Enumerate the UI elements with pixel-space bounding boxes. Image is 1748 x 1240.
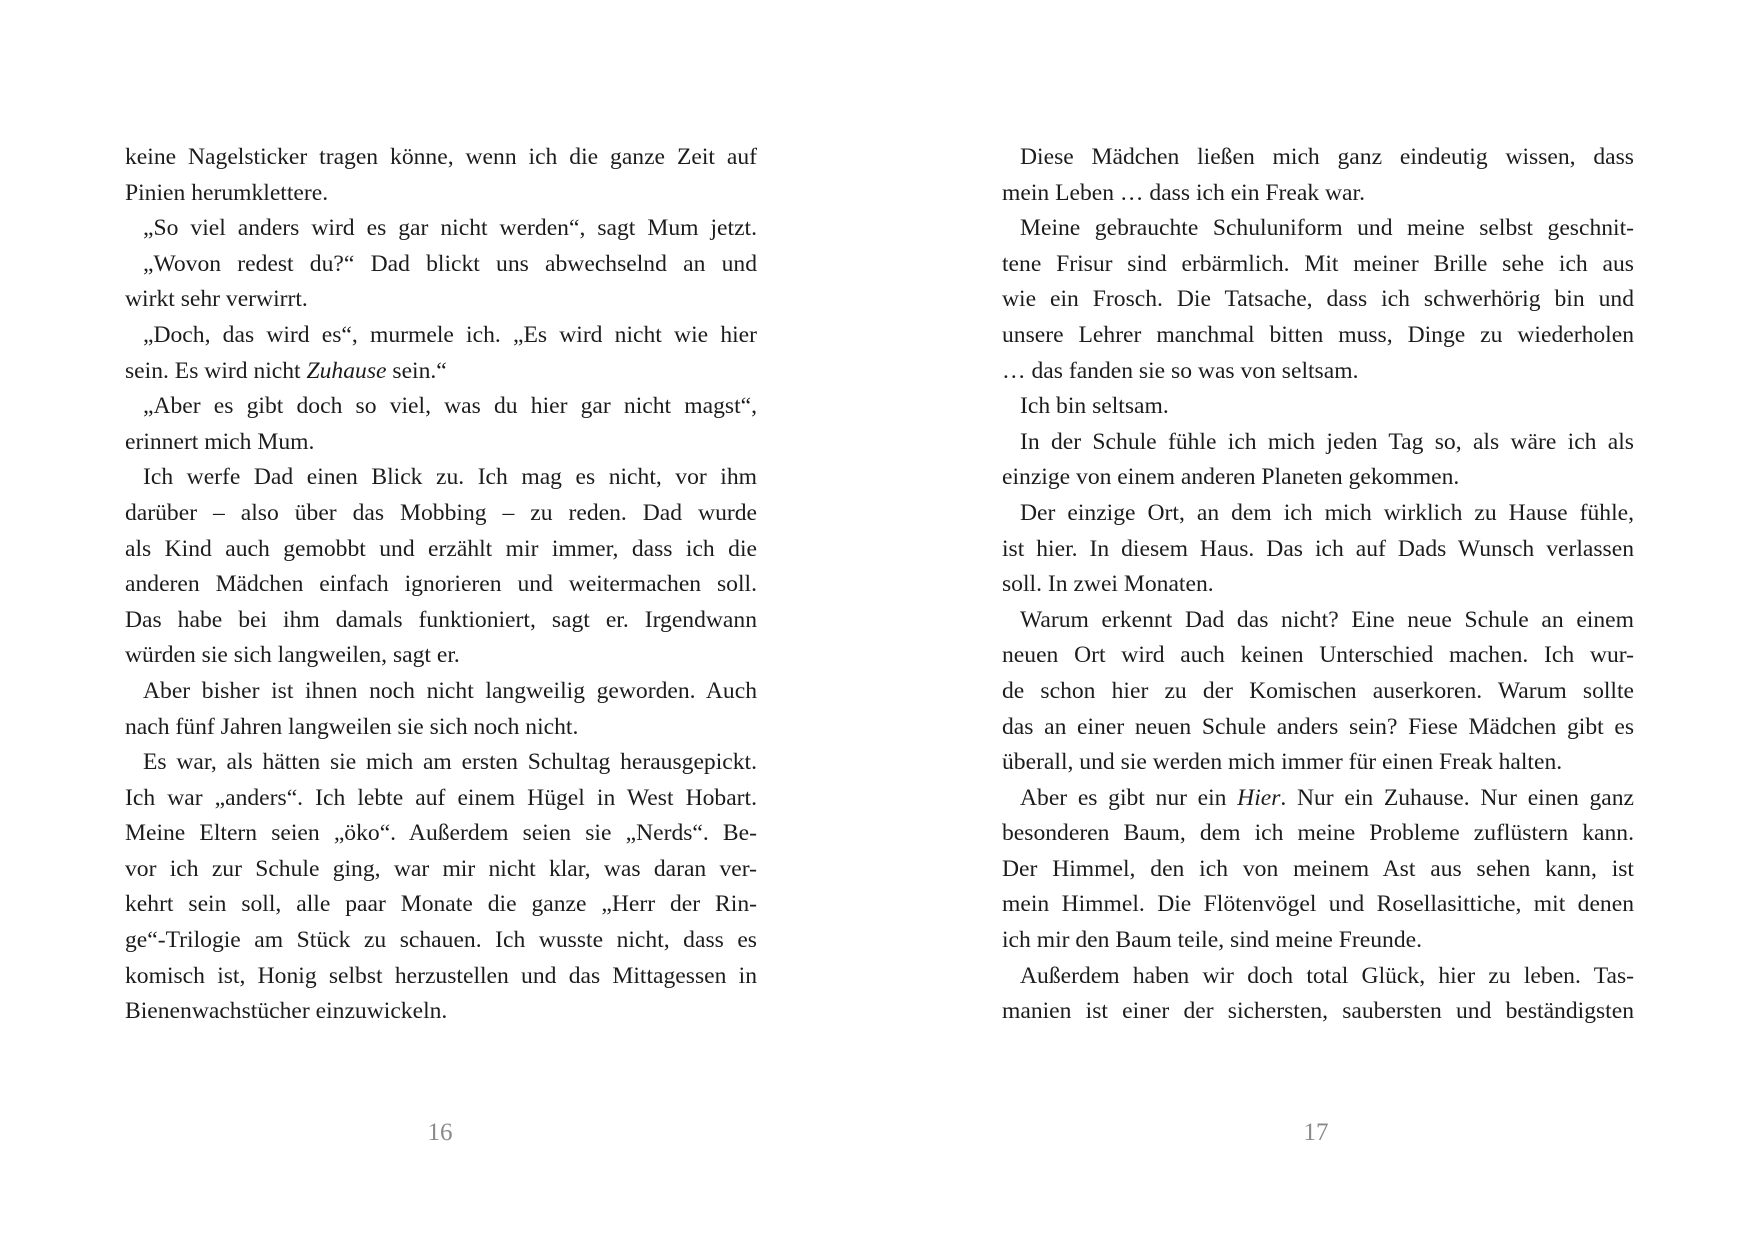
text-line: ich mir den Baum teile, sind meine Freunde. (1002, 927, 1422, 954)
italic-word: Zuhause (306, 357, 387, 384)
page-number-left: 16 (427, 1119, 453, 1146)
text-line: „Doch, das wird es“, murmele ich. „Es wird nicht wie hier (143, 321, 757, 348)
text-line: manien ist einer der sichersten, saubersten und beständigsten (1002, 998, 1634, 1025)
italic-word: Hier (1237, 784, 1281, 811)
text-line: „Aber es gibt doch so viel, was du hier gar nicht magst“, (143, 393, 757, 420)
text-line: nach fünf Jahren langweilen sie sich noch nicht. (125, 713, 579, 740)
text-line: Außerdem haben wir doch total Glück, hier zu leben. Tas- (1020, 962, 1634, 989)
text-line: Ich werfe Dad einen Blick zu. Ich mag es nicht, vor ihm (143, 464, 757, 491)
text-line: das an einer neuen Schule anders sein? Fiese Mädchen gibt es (1002, 713, 1634, 740)
text-line: „So viel anders wird es gar nicht werden“, sagt Mum jetzt. (143, 215, 757, 242)
left-page-text (125, 140, 757, 1030)
text-line: vor ich zur Schule ging, war mir nicht klar, was daran ver- (125, 855, 757, 882)
text-segment: sein.“ (386, 357, 447, 384)
text-line: neuen Ort wird auch keinen Unterschied machen. Ich wur- (1002, 642, 1634, 669)
text-line: Der Himmel, den ich von meinem Ast aus sehen kann, ist (1002, 855, 1634, 882)
text-line: Meine Eltern seien „öko“. Außerdem seien sie „Nerds“. Be- (125, 820, 757, 847)
text-line-mixed (125, 354, 757, 390)
text-line: Es war, als hätten sie mich am ersten Schultag herausgepickt. (143, 749, 757, 776)
text-segment: . Nur ein Zuhause. Nur einen ganz (1280, 784, 1634, 811)
text-line: besonderen Baum, dem ich meine Probleme zuflüstern kann. (1002, 820, 1634, 847)
text-line: Das habe bei ihm damals funktioniert, sagt er. Irgendwann (125, 606, 757, 633)
text-line: mein Leben … dass ich ein Freak war. (1002, 179, 1365, 206)
text-segment: sein. Es wird nicht (125, 357, 307, 384)
text-line: Diese Mädchen ließen mich ganz eindeutig wissen, dass (1020, 144, 1634, 170)
text-line: Ich war „anders“. Ich lebte auf einem Hügel in West Hobart. (125, 784, 757, 811)
text-line: Warum erkennt Dad das nicht? Eine neue Schule an einem (1020, 606, 1634, 633)
text-line: würden sie sich langweilen, sagt er. (125, 642, 460, 669)
text-line: In der Schule fühle ich mich jeden Tag so, als wäre ich als (1020, 428, 1634, 455)
text-line: soll. In zwei Monaten. (1002, 571, 1214, 598)
text-line-mixed (1002, 781, 1634, 817)
text-line: de schon hier zu der Komischen auserkoren. Warum sollte (1002, 677, 1634, 704)
text-line: tene Frisur sind erbärmlich. Mit meiner Brille sehe ich aus (1002, 250, 1634, 277)
text-line: Ich bin seltsam. (1020, 393, 1169, 420)
text-line: anderen Mädchen einfach ignorieren und weitermachen soll. (125, 571, 757, 598)
text-line: ge“-Trilogie am Stück zu schauen. Ich wusste nicht, dass es (125, 927, 757, 954)
text-segment: Aber es gibt nur ein (1020, 784, 1238, 811)
right-page-text (1002, 140, 1634, 1030)
text-line: „Wovon redest du?“ Dad blickt uns abwechselnd an und (143, 250, 757, 277)
text-line: darüber – also über das Mobbing – zu reden. Dad wurde (125, 499, 757, 526)
text-line: … das fanden sie so was von seltsam. (1002, 357, 1359, 384)
page-number-right: 17 (1303, 1119, 1329, 1146)
text-line: wirkt sehr verwirrt. (125, 286, 308, 313)
text-line: ist hier. In diesem Haus. Das ich auf Dads Wunsch verlassen (1002, 535, 1634, 562)
text-line: als Kind auch gemobbt und erzählt mir immer, dass ich die (125, 535, 757, 562)
text-line: Aber bisher ist ihnen noch nicht langweilig geworden. Auch (143, 677, 757, 704)
text-line: komisch ist, Honig selbst herzustellen und das Mittagessen in (125, 962, 757, 989)
text-line: erinnert mich Mum. (125, 428, 315, 455)
text-line: keine Nagelsticker tragen könne, wenn ich die ganze Zeit auf (125, 144, 757, 170)
text-line: Bienenwachstücher einzuwickeln. (125, 998, 448, 1025)
text-line: kehrt sein soll, alle paar Monate die ganze „Herr der Rin- (125, 891, 757, 918)
text-line: Meine gebrauchte Schuluniform und meine selbst geschnit- (1020, 215, 1634, 242)
text-line: Der einzige Ort, an dem ich mich wirklich zu Hause fühle, (1020, 499, 1634, 526)
text-line: einzige von einem anderen Planeten gekommen. (1002, 464, 1460, 491)
text-line: wie ein Frosch. Die Tatsache, dass ich schwerhörig bin und (1002, 286, 1634, 313)
text-line: überall, und sie werden mich immer für einen Freak halten. (1002, 749, 1563, 776)
text-line: mein Himmel. Die Flötenvögel und Rosellasittiche, mit denen (1002, 891, 1634, 918)
text-line: unsere Lehrer manchmal bitten muss, Dinge zu wiederholen (1002, 321, 1634, 348)
text-line: Pinien herumklettere. (125, 179, 329, 206)
